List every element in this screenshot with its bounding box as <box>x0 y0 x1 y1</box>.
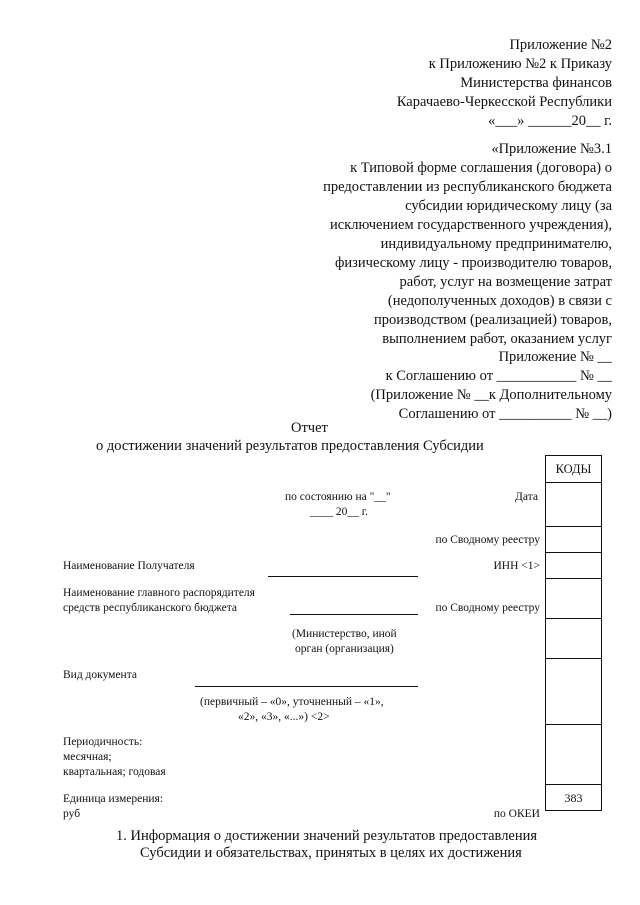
section-title-line1: 1. Информация о достижении значений результатов предоставления <box>116 828 538 844</box>
ministry-note-line1: (Министерство, иной <box>292 628 397 640</box>
header-line: работ, услуг на возмещение затрат <box>399 274 612 290</box>
header-appendix-3-1 <box>323 140 612 349</box>
codes-header: КОДЫ <box>555 462 592 476</box>
header-line: производством (реализацией) товаров, <box>373 312 612 328</box>
header-line: Министерства финансов <box>460 75 612 91</box>
header-line: к Соглашению от ___________ № __ <box>385 368 612 384</box>
header-line: Приложение № __ <box>498 349 612 365</box>
doc-type-input-line[interactable] <box>195 686 418 687</box>
report-title: Отчет <box>291 420 328 436</box>
as-of-date-line2: ____ 20__ г. <box>310 506 369 518</box>
code-cell-ministry[interactable] <box>546 618 601 658</box>
inn-label: ИНН <1> <box>493 560 540 572</box>
section-title-line2: Субсидии и обязательствах, принятых в целях их достижения <box>140 845 522 861</box>
manager-input-line[interactable] <box>290 614 418 615</box>
header-line: к Типовой форме соглашения (договора) о <box>350 160 612 176</box>
code-cell-date[interactable] <box>546 482 601 526</box>
header-line: индивидуальному предпринимателю, <box>380 236 612 252</box>
header-line: Карачаево-Черкесской Республики <box>396 94 612 110</box>
header-line: физическому лицу - производителю товаров, <box>335 255 612 271</box>
doc-type-note-line2: «2», «3», «...») <2> <box>238 711 330 723</box>
header-line: предоставлении из республиканского бюджета <box>323 179 612 195</box>
codes-table <box>545 455 602 811</box>
as-of-date-line1: по состоянию на "__" <box>285 491 391 503</box>
doc-type-label: Вид документа <box>63 669 137 681</box>
code-cell-doc-type[interactable] <box>546 658 601 724</box>
header-line: Соглашению от __________ № __) <box>398 406 612 422</box>
code-cell-periodicity[interactable] <box>546 724 601 784</box>
periodicity-line3: квартальная; годовая <box>63 766 166 778</box>
doc-type-note-line1: (первичный – «0», уточненный – «1», <box>200 696 384 708</box>
periodicity-line1: Периодичность: <box>63 736 143 748</box>
header-line: «Приложение №3.1 <box>491 141 612 157</box>
header-appendix-2 <box>397 36 612 131</box>
report-subtitle: о достижении значений результатов предоставления Субсидии <box>96 438 484 454</box>
header-agreement-appendix <box>371 348 612 424</box>
header-line: «___» ______20__ г. <box>488 113 612 129</box>
header-line: (недополученных доходов) в связи с <box>387 293 612 309</box>
manager-label-line2: средств республиканского бюджета <box>63 602 238 614</box>
unit-value: руб <box>63 808 81 820</box>
header-line: (Приложение № __к Дополнительному <box>370 387 612 403</box>
date-label: Дата <box>515 491 538 503</box>
registry-label-2: по Сводному реестру <box>435 602 540 614</box>
unit-label: Единица измерения: <box>63 793 164 805</box>
header-line: субсидии юридическому лицу (за <box>405 198 612 214</box>
recipient-input-line[interactable] <box>268 576 418 577</box>
recipient-label: Наименование Получателя <box>63 560 195 572</box>
periodicity-line2: месячная; <box>63 751 112 763</box>
code-cell-registry-1[interactable] <box>546 526 601 552</box>
header-line: Приложение №2 <box>509 37 612 53</box>
manager-label-line1: Наименование главного распорядителя <box>63 587 255 599</box>
okei-label: по ОКЕИ <box>493 808 540 820</box>
header-line: исключением государственного учреждения), <box>330 217 612 233</box>
header-line: выполнением работ, оказанием услуг <box>382 331 612 347</box>
registry-label-1: по Сводному реестру <box>435 534 540 546</box>
code-cell-inn[interactable] <box>546 552 601 578</box>
header-line: к Приложению №2 к Приказу <box>428 56 612 72</box>
ministry-note-line2: орган (организация) <box>295 643 394 655</box>
okei-code-cell: 383 <box>546 784 601 810</box>
code-cell-registry-2[interactable] <box>546 578 601 618</box>
